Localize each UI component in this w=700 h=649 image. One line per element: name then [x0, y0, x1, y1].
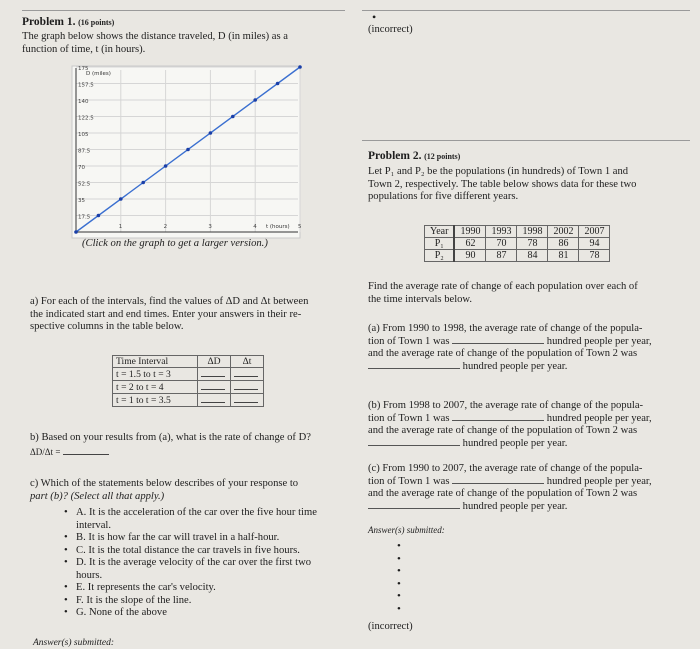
distance-graph-svg[interactable]: [72, 66, 300, 238]
graph-data-point: [164, 164, 168, 168]
statement-options: [62, 507, 357, 620]
option-d-continued: hours.: [76, 569, 103, 581]
graph-x-tick-label: 1: [118, 224, 123, 230]
graph-x-tick-label: 2: [163, 224, 168, 230]
population-cell: 87: [486, 250, 517, 262]
population-row-label: Year: [425, 226, 455, 238]
delta-t-input-2[interactable]: [231, 381, 264, 394]
graph-y-tick-label: 157.5: [78, 82, 94, 89]
graph-y-tick-label: 140: [78, 99, 89, 105]
table-header-time-interval: Time Interval: [113, 356, 198, 368]
population-table-row: [425, 238, 610, 250]
graph-x-tick-label: 3: [208, 224, 212, 230]
answer-bullet: •: [397, 602, 401, 615]
table-header-delta-t: Δt: [231, 356, 264, 368]
population-cell: 84: [517, 250, 548, 262]
town2-rate-input-c[interactable]: [368, 508, 460, 509]
population-cell: 78: [579, 250, 610, 262]
population-table-row: [425, 250, 610, 262]
top-rule-right: [362, 10, 690, 11]
table-row-label: t = 1.5 to t = 3: [113, 368, 198, 381]
answer-bullet: •: [397, 540, 401, 552]
delta-d-input-2[interactable]: [198, 381, 231, 394]
rate-of-change-answer: ΔD/Δt =: [30, 446, 109, 457]
problem1-part-b: b) Based on your results from (a), what is the rate of change of D?: [30, 432, 311, 443]
graph-data-point: [119, 197, 123, 201]
answer-bullets: [397, 540, 401, 616]
graph-caption: (Click on the graph to get a larger version.): [82, 238, 268, 249]
problem2-part-b: (b) From 1998 to 2007, the average rate of change of the popula- tion of Town 1 was hundred people per year, and the average rate of change of the population of Town 2 was hundred people per year.: [368, 400, 652, 449]
delta-d-input-1[interactable]: [198, 368, 231, 381]
graph-data-point: [141, 181, 145, 185]
answer-bullet: •: [397, 552, 401, 565]
graph-y-tick-label: 17.5: [78, 214, 91, 221]
option-b[interactable]: • B. It is how far the car will travel in a half-hour.: [62, 532, 357, 545]
problem2-heading: Problem 2. (12 points): [368, 150, 461, 162]
graph-data-point: [74, 230, 78, 234]
population-cell: 78: [517, 238, 548, 250]
option-d[interactable]: • D. It is the average velocity of the car over the first two: [62, 557, 357, 570]
population-cell: 1998: [517, 226, 548, 238]
problem2-answers-submitted: Answer(s) submitted:: [368, 525, 445, 535]
answer-bullet: •: [397, 577, 401, 590]
town1-rate-input-b[interactable]: [452, 420, 544, 421]
graph-y-tick-label: 122.5: [78, 115, 94, 122]
option-a-continued: interval.: [76, 519, 112, 531]
rate-of-change-input[interactable]: [63, 446, 109, 455]
problem2-part-a: (a) From 1990 to 1998, the average rate of change of the popula- tion of Town 1 was hundred people per year, and the average rate of change of the population of Town 2 was hundred people per year.: [368, 323, 652, 372]
status-dot: •: [372, 10, 377, 24]
town1-rate-input-a[interactable]: [452, 343, 544, 344]
option-a[interactable]: • A. It is the acceleration of the car over the five hour time: [62, 507, 357, 520]
graph-x-axis-label: t (hours): [266, 224, 290, 230]
delta-t-input-1[interactable]: [231, 368, 264, 381]
problem1-heading: Problem 1. (16 points): [22, 16, 115, 28]
population-row-label: P₁: [425, 238, 455, 250]
status-incorrect-bottom: (incorrect): [368, 621, 413, 632]
time-interval-table: [112, 355, 264, 407]
population-cell: 86: [548, 238, 579, 250]
graph-x-tick-label: 5: [298, 224, 302, 230]
population-table-row: [425, 226, 610, 238]
option-c[interactable]: • C. It is the total distance the car travels in five hours.: [62, 545, 357, 558]
population-cell: 62: [454, 238, 486, 250]
distance-graph[interactable]: [72, 66, 300, 238]
graph-data-point: [298, 65, 302, 69]
town1-rate-input-c[interactable]: [452, 483, 544, 484]
graph-data-point: [231, 115, 235, 119]
problem1-part-c: c) Which of the statements below describes of your response to part (b)? (Select all that apply.): [30, 478, 299, 502]
delta-d-input-3[interactable]: [198, 394, 231, 407]
population-cell: 1993: [486, 226, 517, 238]
problem2-intro: Let P₁ and P₂ be the populations (in hundreds) of Town 1 and Town 2, respectively. The table below shows data for these two populations for five different years.: [368, 166, 637, 202]
population-row-label: P₂: [425, 250, 455, 262]
graph-y-tick-label: 175: [78, 66, 89, 72]
delta-t-input-3[interactable]: [231, 394, 264, 407]
problem2-find: Find the average rate of change of each population over each of the time intervals below.: [368, 281, 638, 305]
option-g[interactable]: • G. None of the above: [62, 607, 357, 620]
graph-data-point: [253, 98, 257, 102]
problem2-rule: [362, 140, 690, 141]
graph-y-tick-label: 87.5: [78, 148, 91, 155]
town2-rate-input-a[interactable]: [368, 368, 460, 369]
graph-x-tick-label: 4: [253, 224, 257, 230]
graph-data-point: [186, 148, 190, 152]
population-table: [424, 225, 610, 262]
population-cell: 70: [486, 238, 517, 250]
option-f[interactable]: • F. It is the slope of the line.: [62, 595, 357, 608]
answer-bullet: •: [397, 565, 401, 578]
graph-y-tick-label: 52.5: [78, 181, 91, 188]
problem1-intro: The graph below shows the distance traveled, D (in miles) as a function of time, t (in hours).: [22, 31, 288, 55]
population-cell: 94: [579, 238, 610, 250]
problem1-part-a: a) For each of the intervals, find the values of ΔD and Δt between the indicated start and end times. Enter your answers in their re- spective columns in the table below.: [30, 296, 309, 332]
problem1-answers-submitted: Answer(s) submitted:: [33, 638, 115, 648]
graph-y-tick-label: 105: [78, 132, 89, 138]
population-cell: 1990: [454, 226, 486, 238]
graph-y-tick-label: 35: [78, 198, 85, 204]
graph-y-tick-label: 70: [78, 165, 85, 171]
answer-bullet: •: [397, 590, 401, 603]
option-e[interactable]: • E. It represents the car's velocity.: [62, 582, 357, 595]
population-cell: 2002: [548, 226, 579, 238]
town2-rate-input-b[interactable]: [368, 445, 460, 446]
table-row-label: t = 2 to t = 4: [113, 381, 198, 394]
graph-y-axis-label: D (miles): [86, 71, 111, 77]
table-row-label: t = 1 to t = 3.5: [113, 394, 198, 407]
status-incorrect-top: (incorrect): [368, 24, 413, 35]
population-cell: 81: [548, 250, 579, 262]
problem2-part-c: (c) From 1990 to 2007, the average rate of change of the popula- tion of Town 1 was hundred people per year, and the average rate of change of the population of Town 2 was hundred people per year.: [368, 463, 652, 512]
top-rule-left: [22, 10, 345, 11]
graph-data-point: [209, 131, 213, 135]
graph-data-point: [97, 214, 101, 218]
table-header-delta-d: ΔD: [198, 356, 231, 368]
population-cell: 2007: [579, 226, 610, 238]
population-cell: 90: [454, 250, 486, 262]
graph-data-point: [276, 82, 280, 86]
